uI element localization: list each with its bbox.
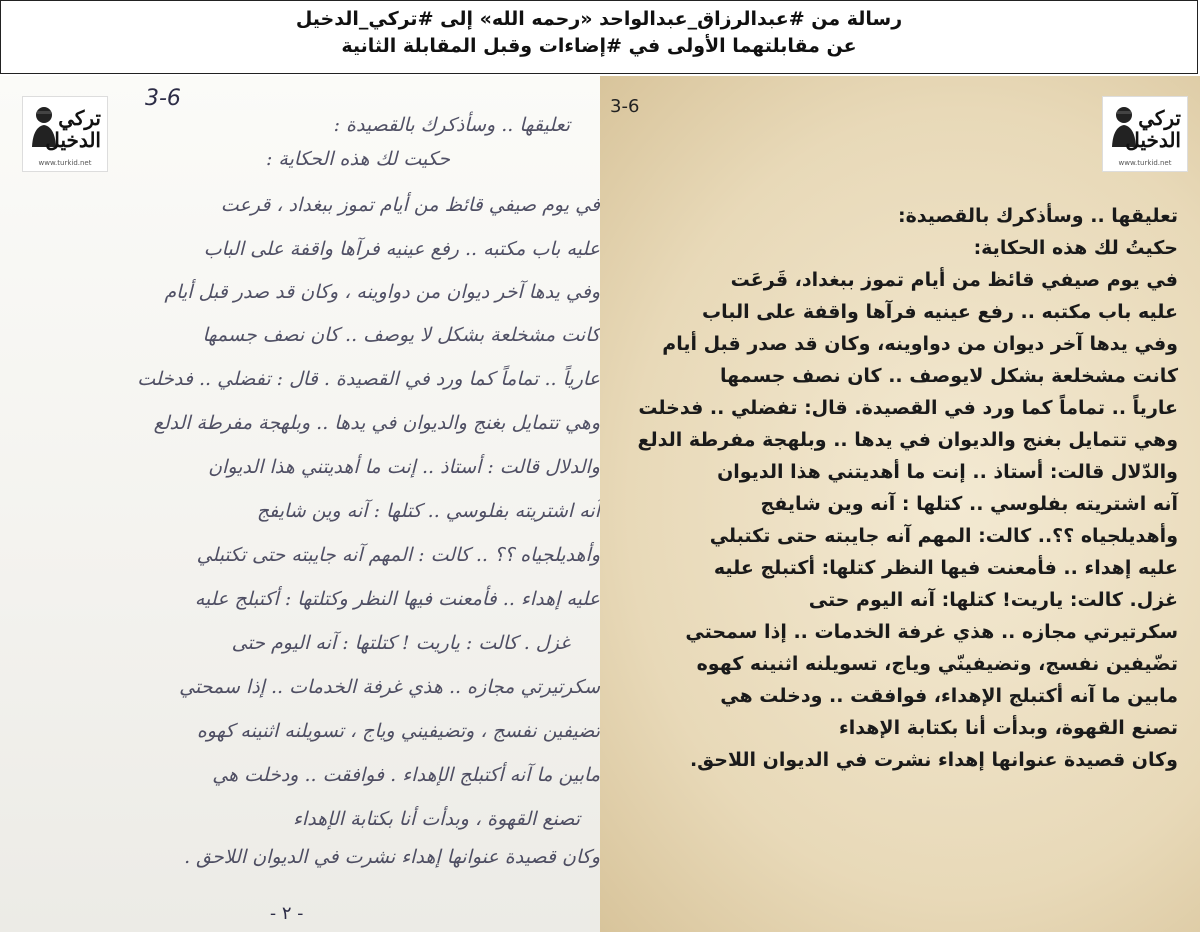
handwritten-line: سكرتيرتي مجازه .. هذي غرفة الخدمات .. إذا سمحتي (179, 676, 600, 698)
handwritten-line: تعليقها .. وسأذكرك بالقصيدة : (333, 114, 570, 136)
header-line-1: رسالة من #عبدالرزاق_عبدالواحد «رحمه الله» إلى #تركي_الدخيل (295, 8, 903, 30)
printed-line: وهي تتمايل بغنج والديوان في يدها .. وبلهجة مفرطة الدلع (637, 429, 1178, 451)
logo-text (45, 107, 101, 151)
printed-line: مابين ما آنه أكتبلج الإهداء، فوافقت .. ودخلت هي (720, 685, 1178, 707)
printed-line: آنه اشتريته بفلوسي .. كتلها : آنه وين شايفج (760, 493, 1178, 515)
handwritten-line: والدلال قالت : أستاذ .. إنت ما أهديتني هذا الديوان (208, 456, 600, 478)
turki-aldakhil-logo (22, 96, 108, 172)
handwritten-line: تضيفين نفسج ، وتضيفيني وياج ، تسويلنه اثنينه كهوه (196, 720, 600, 742)
printed-line: وكان قصيدة عنوانها إهداء نشرت في الديوان اللاحق. (689, 749, 1178, 771)
printed-line: عليه إهداء .. فأمعنت فيها النظر كتلها: أكتبلج عليه (713, 557, 1178, 579)
handwritten-line: كانت مشخلعة بشكل لا يوصف .. كان نصف جسمها (202, 324, 600, 346)
handwritten-line: غزل . كالت : ياريت ! كتلتها : آنه اليوم حتى (231, 632, 570, 654)
header-line-2: عن مقابلتهما الأولى في #إضاءات وقبل المقابلة الثانية (341, 35, 857, 57)
handwritten-line: حكيت لك هذه الحكاية : (265, 148, 450, 170)
handwritten-page-number: 3-6 (145, 86, 181, 111)
handwritten-line: في يوم صيفي قائظ من أيام تموز ببغداد ، قرعت (220, 194, 600, 216)
logo-url: www.turkid.net (1118, 159, 1172, 167)
printed-line: تصنع القهوة، وبدأت أنا بكتابة الإهداء (839, 717, 1178, 739)
printed-line: كانت مشخلعة بشكل لايوصف .. كان نصف جسمها (720, 365, 1178, 387)
printed-line: في يوم صيفي قائظ من أيام تموز ببغداد، قَرعَت (730, 269, 1178, 291)
printed-page-number: 3-6 (610, 96, 640, 117)
page-header (0, 0, 1198, 74)
printed-line: تضّيفين نفسج، وتضيفينّي وياج، تسويلنه اثنينه كهوه (696, 653, 1178, 675)
printed-line: غزل. كالت: ياريت! كتلها: آنه اليوم حتى (808, 589, 1178, 611)
handwritten-line: عارياً .. تماماً كما ورد في القصيدة . قال : تفضلي .. فدخلت (137, 368, 600, 390)
logo-text-line-1: تركي (58, 106, 101, 130)
printed-line: وأهديلجياه ؟؟.. كالت: المهم آنه جايبته حتى تكتبلي (709, 525, 1178, 547)
handwritten-line: وأهديلجياه ؟؟ .. كالت : المهم آنه جايبته حتى تكتبلي (196, 544, 600, 566)
printed-line: سكرتيرتي مجازه .. هذي غرفة الخدمات .. إذا سمحتي (685, 621, 1178, 643)
printed-line: حكيتُ لك هذه الحكاية: (973, 237, 1178, 259)
printed-line: وفي يدها آخر ديوان من دواوينه، وكان قد صدر قبل أيام (662, 333, 1178, 355)
printed-text-body (614, 200, 1178, 776)
printed-line: تعليقها .. وسأذكرك بالقصيدة: (897, 205, 1178, 227)
handwritten-line: مابين ما آنه أكتبلج الإهداء . فوافقت .. ودخلت هي (212, 764, 600, 786)
printed-line: والدّلال قالت: أستاذ .. إنت ما أهديتني هذا الديوان (717, 461, 1178, 483)
handwritten-line: عليه باب مكتبه .. رفع عينيه فرآها واقفة على الباب (203, 238, 600, 260)
handwritten-line: وفي يدها آخر ديوان من دواوينه ، وكان قد صدر قبل أيام (164, 281, 600, 303)
printed-line: عارياً .. تماماً كما ورد في القصيدة. قال: تفضلي .. فدخلت (638, 397, 1178, 419)
logo-text-line-2: الدخيل (45, 128, 101, 152)
logo-text-line-1: تركي (1138, 106, 1181, 130)
handwritten-page (0, 76, 600, 932)
handwritten-line: وهي تتمايل بغنج والديوان في يدها .. وبلهجة مفرطة الدلع (153, 412, 600, 434)
handwritten-line: آنه اشتريته بفلوسي .. كتلها : آنه وين شايفج (256, 500, 600, 522)
turki-aldakhil-logo (1102, 96, 1188, 172)
handwritten-line: عليه إهداء .. فأمعنت فيها النظر وكتلتها : أكتبلج عليه (194, 588, 600, 610)
printed-line: عليه باب مكتبه .. رفع عينيه فرآها واقفة على الباب (702, 301, 1178, 323)
logo-text-line-2: الدخيل (1125, 128, 1181, 152)
logo-text (1125, 107, 1181, 151)
printed-page (600, 76, 1200, 932)
logo-url: www.turkid.net (38, 159, 92, 167)
handwritten-page-footer: - ٢ - (270, 903, 304, 924)
handwritten-line: تصنع القهوة ، وبدأت أنا بكتابة الإهداء (293, 808, 580, 830)
handwritten-line: وكان قصيدة عنوانها إهداء نشرت في الديوان اللاحق . (184, 846, 600, 868)
